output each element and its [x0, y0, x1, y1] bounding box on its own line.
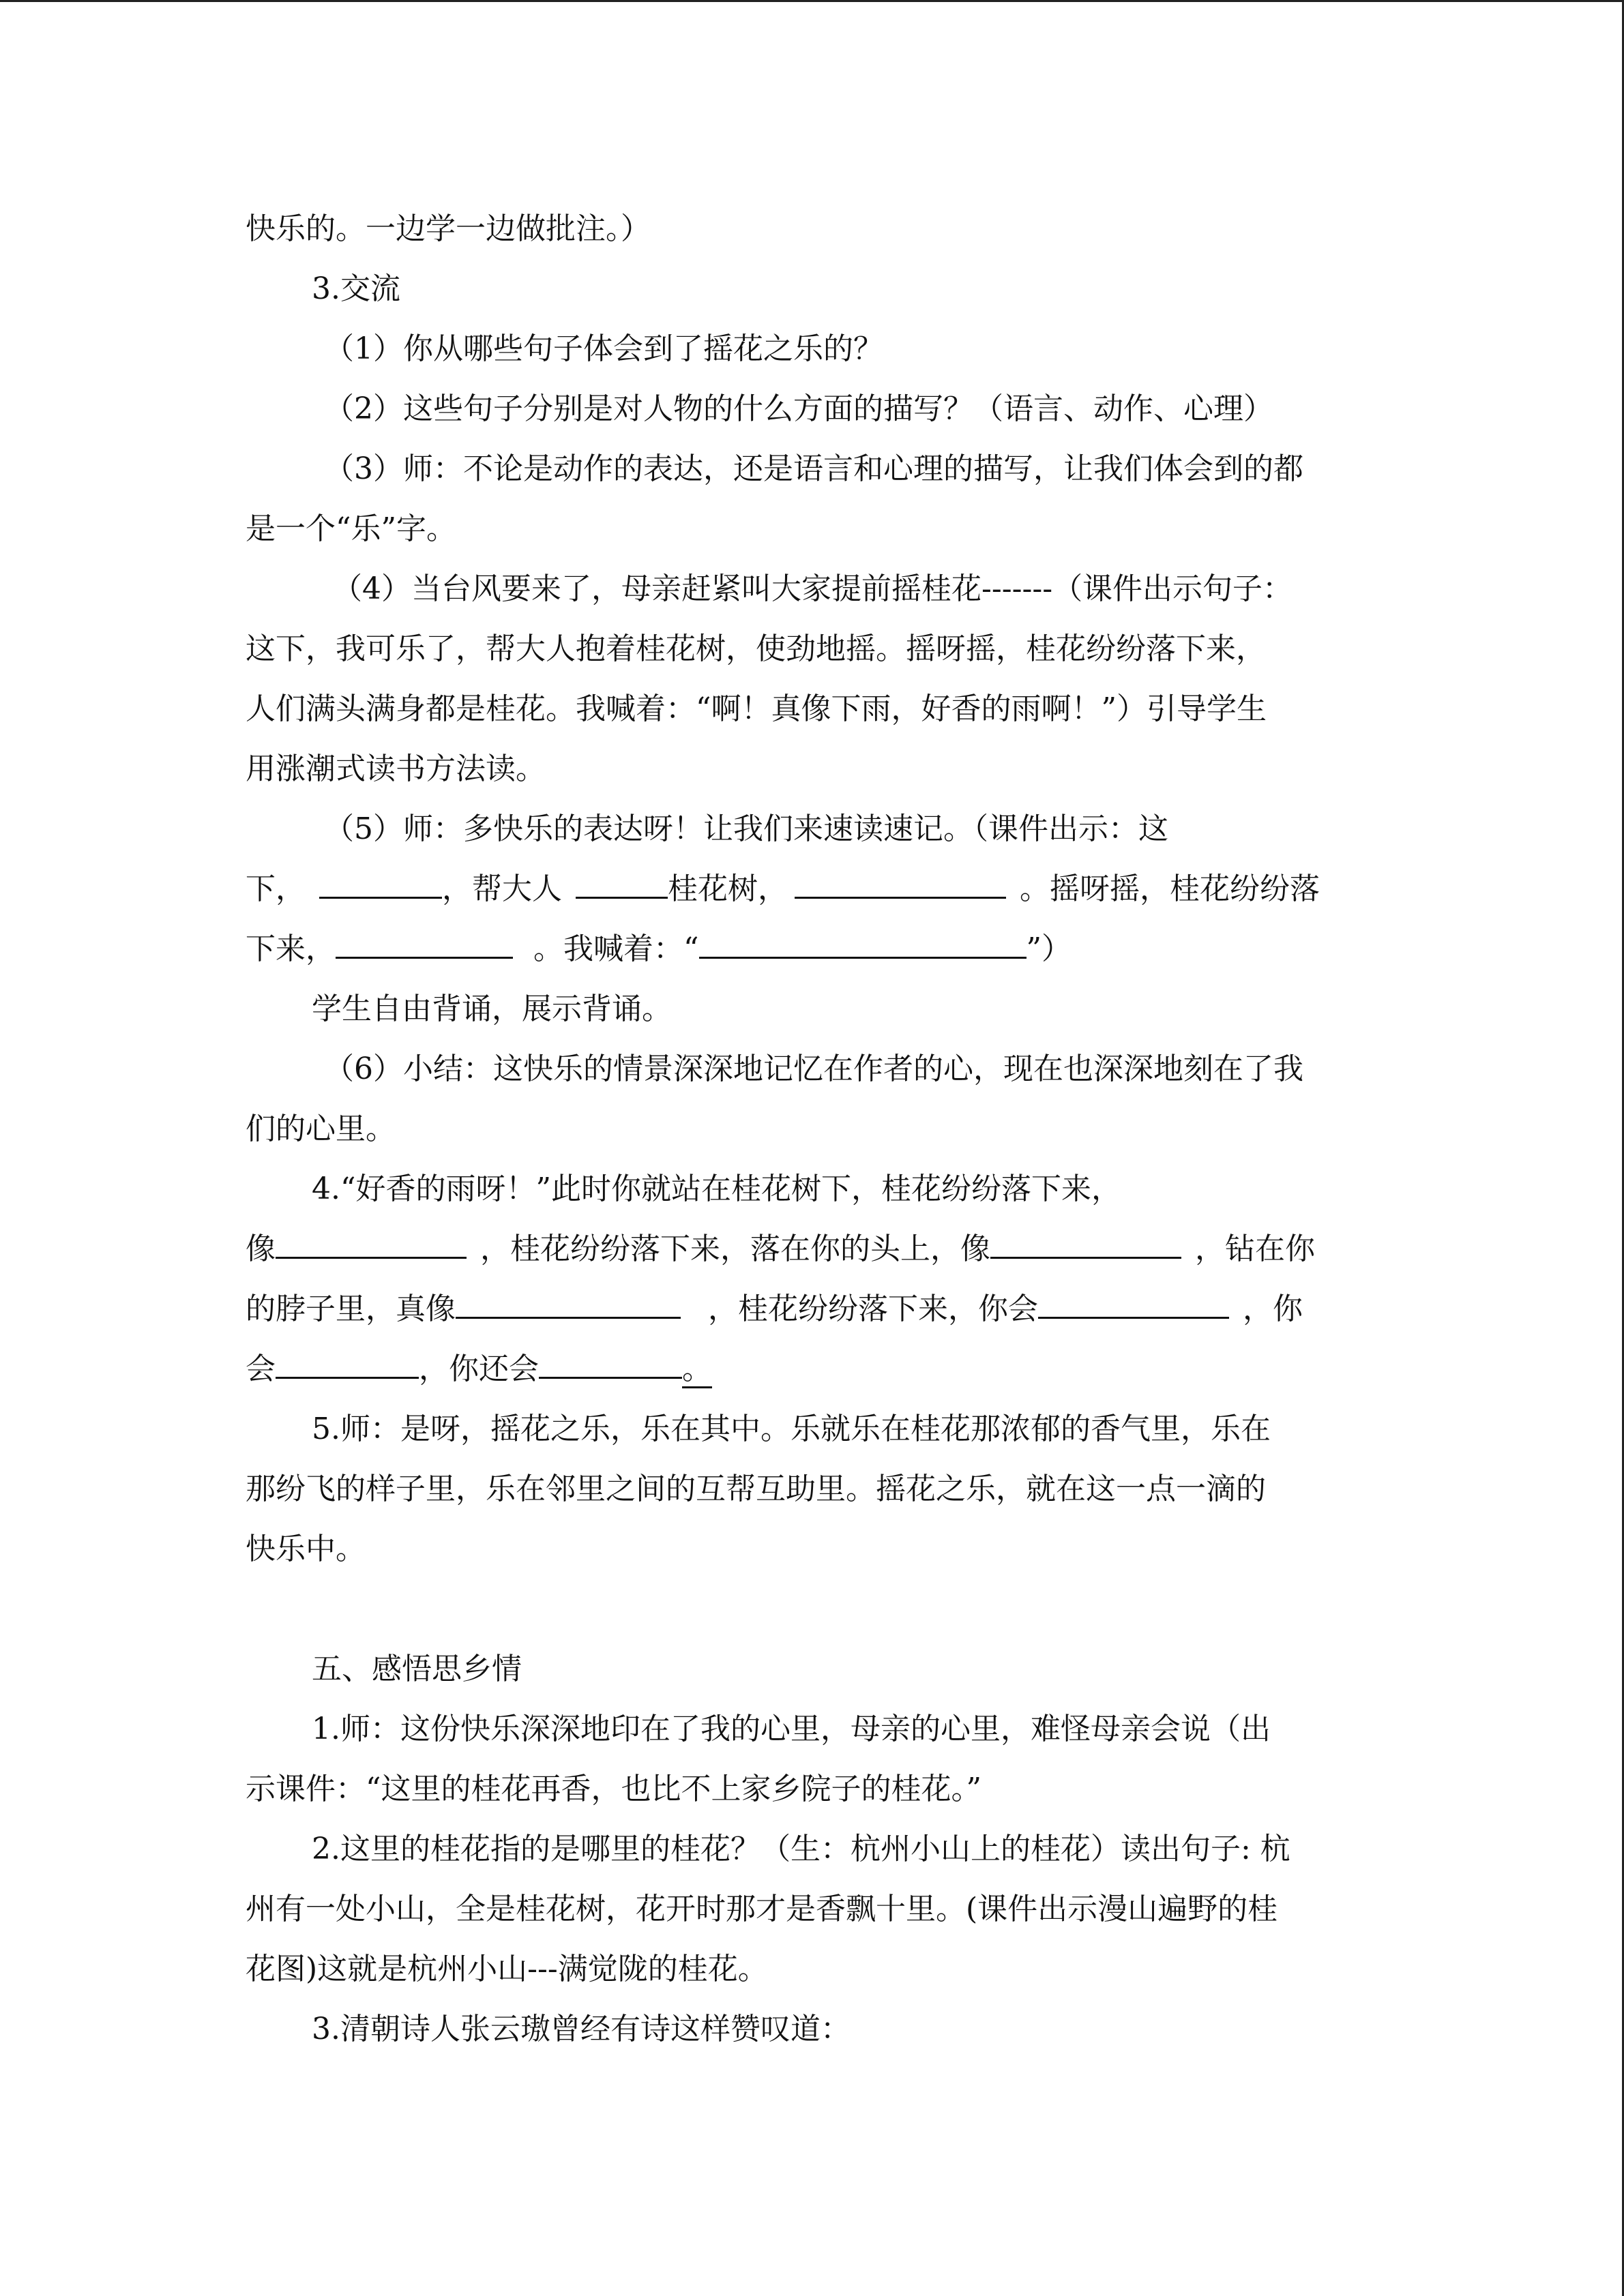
fill-blank [576, 867, 668, 899]
fill-in-line [246, 1279, 1378, 1339]
text-line: 那纷飞的样子里，乐在邻里之间的互帮互助里。摇花之乐，就在这一点一滴的 [246, 1472, 1266, 1506]
text-line: 们的心里。 [246, 1112, 396, 1146]
question-item: （5）师：多快乐的表达呀！让我们来速读速记。（课件出示：这 [324, 811, 1168, 846]
text-fragment: 。摇呀摇，桂花纷纷落 [1020, 871, 1320, 906]
text-fragment: ，你 [1243, 1292, 1303, 1326]
section-heading: 五、感悟思乡情 [312, 1652, 522, 1686]
text-fragment: ，桂花纷纷落下来，落在你的头上，像 [480, 1232, 990, 1266]
document-body [246, 199, 1378, 2059]
fill-blank [319, 867, 442, 899]
fill-blank [276, 1347, 419, 1379]
text-line: 这下，我可乐了，帮大人抱着桂花树，使劲地摇。摇呀摇，桂花纷纷落下来， [246, 631, 1266, 666]
step-heading: 1.师：这份快乐深深地印在了我的心里，母亲的心里，难怪母亲会说（出 [312, 1712, 1271, 1746]
text-fragment: 下， [246, 871, 306, 906]
text-line: 示课件：“这里的桂花再香，也比不上家乡院子的桂花。” [246, 1772, 981, 1806]
text-fragment: ，你还会 [419, 1352, 539, 1386]
text-fragment: 。我喊着：“ [533, 931, 699, 966]
text-line: 州有一处小山，全是桂花树，花开时那才是香飘十里。(课件出示漫山遍野的桂 [246, 1892, 1278, 1926]
step-heading: 3.交流 [312, 271, 400, 306]
fill-blank [539, 1347, 682, 1379]
step-heading: 2.这里的桂花指的是哪里的桂花？（生：杭州小山上的桂花）读出句子: 杭 [312, 1832, 1290, 1866]
text-fragment: 的脖子里，真像 [246, 1292, 456, 1326]
text-line: 学生自由背诵，展示背诵。 [312, 992, 672, 1026]
text-fragment: 桂花树， [668, 871, 788, 906]
text-fragment: 会 [246, 1352, 276, 1386]
text-fragment: 像 [246, 1232, 276, 1266]
text-fragment: ”） [1026, 931, 1072, 966]
fill-blank [336, 927, 513, 959]
text-line: 是一个“乐”字。 [246, 511, 456, 546]
text-line: 快乐的。一边学一边做批注。） [246, 211, 651, 246]
step-heading: 5.师：是呀，摇花之乐，乐在其中。乐就乐在桂花那浓郁的香气里，乐在 [312, 1412, 1271, 1446]
question-item: （6）小结：这快乐的情景深深地记忆在作者的心，现在也深深地刻在了我 [324, 1052, 1303, 1086]
fill-blank [795, 867, 1006, 899]
text-fragment: 。 [682, 1352, 712, 1388]
text-fragment: ，桂花纷纷落下来，你会 [708, 1292, 1038, 1326]
fill-in-line [246, 1219, 1378, 1279]
fill-blank [1038, 1287, 1229, 1319]
section-spacer [246, 1579, 1378, 1639]
text-line: 快乐中。 [246, 1532, 366, 1566]
fill-blank [699, 927, 1027, 959]
text-line: 人们满头满身都是桂花。我喊着：“啊！真像下雨，好香的雨啊！”）引导学生 [246, 691, 1267, 726]
question-item: （4）当台风要来了，母亲赶紧叫大家提前摇桂花-------（课件出示句子： [332, 571, 1293, 606]
fill-in-line [246, 1339, 1378, 1399]
question-item: （3）师：不论是动作的表达，还是语言和心理的描写，让我们体会到的都 [324, 451, 1303, 486]
fill-blank [990, 1227, 1181, 1259]
text-fragment: ，帮大人 [442, 871, 562, 906]
fill-blank [456, 1287, 681, 1319]
question-item: （2）这些句子分别是对人物的什么方面的描写？（语言、动作、心理） [324, 391, 1273, 426]
text-fragment: ，钻在你 [1195, 1232, 1315, 1266]
fill-in-line [246, 919, 1378, 979]
text-line: 花图)这就是杭州小山---满觉陇的桂花。 [246, 1952, 768, 1986]
question-item: （1）你从哪些句子体会到了摇花之乐的？ [324, 331, 883, 366]
fill-blank [276, 1227, 467, 1259]
text-fragment: 下来， [246, 931, 336, 966]
step-heading: 3.清朝诗人张云璈曾经有诗这样赞叹道： [312, 2012, 851, 2046]
step-heading: 4.“好香的雨呀！”此时你就站在桂花树下，桂花纷纷落下来， [312, 1172, 1121, 1206]
fill-in-line [246, 859, 1378, 919]
text-line: 用涨潮式读书方法读。 [246, 751, 546, 786]
